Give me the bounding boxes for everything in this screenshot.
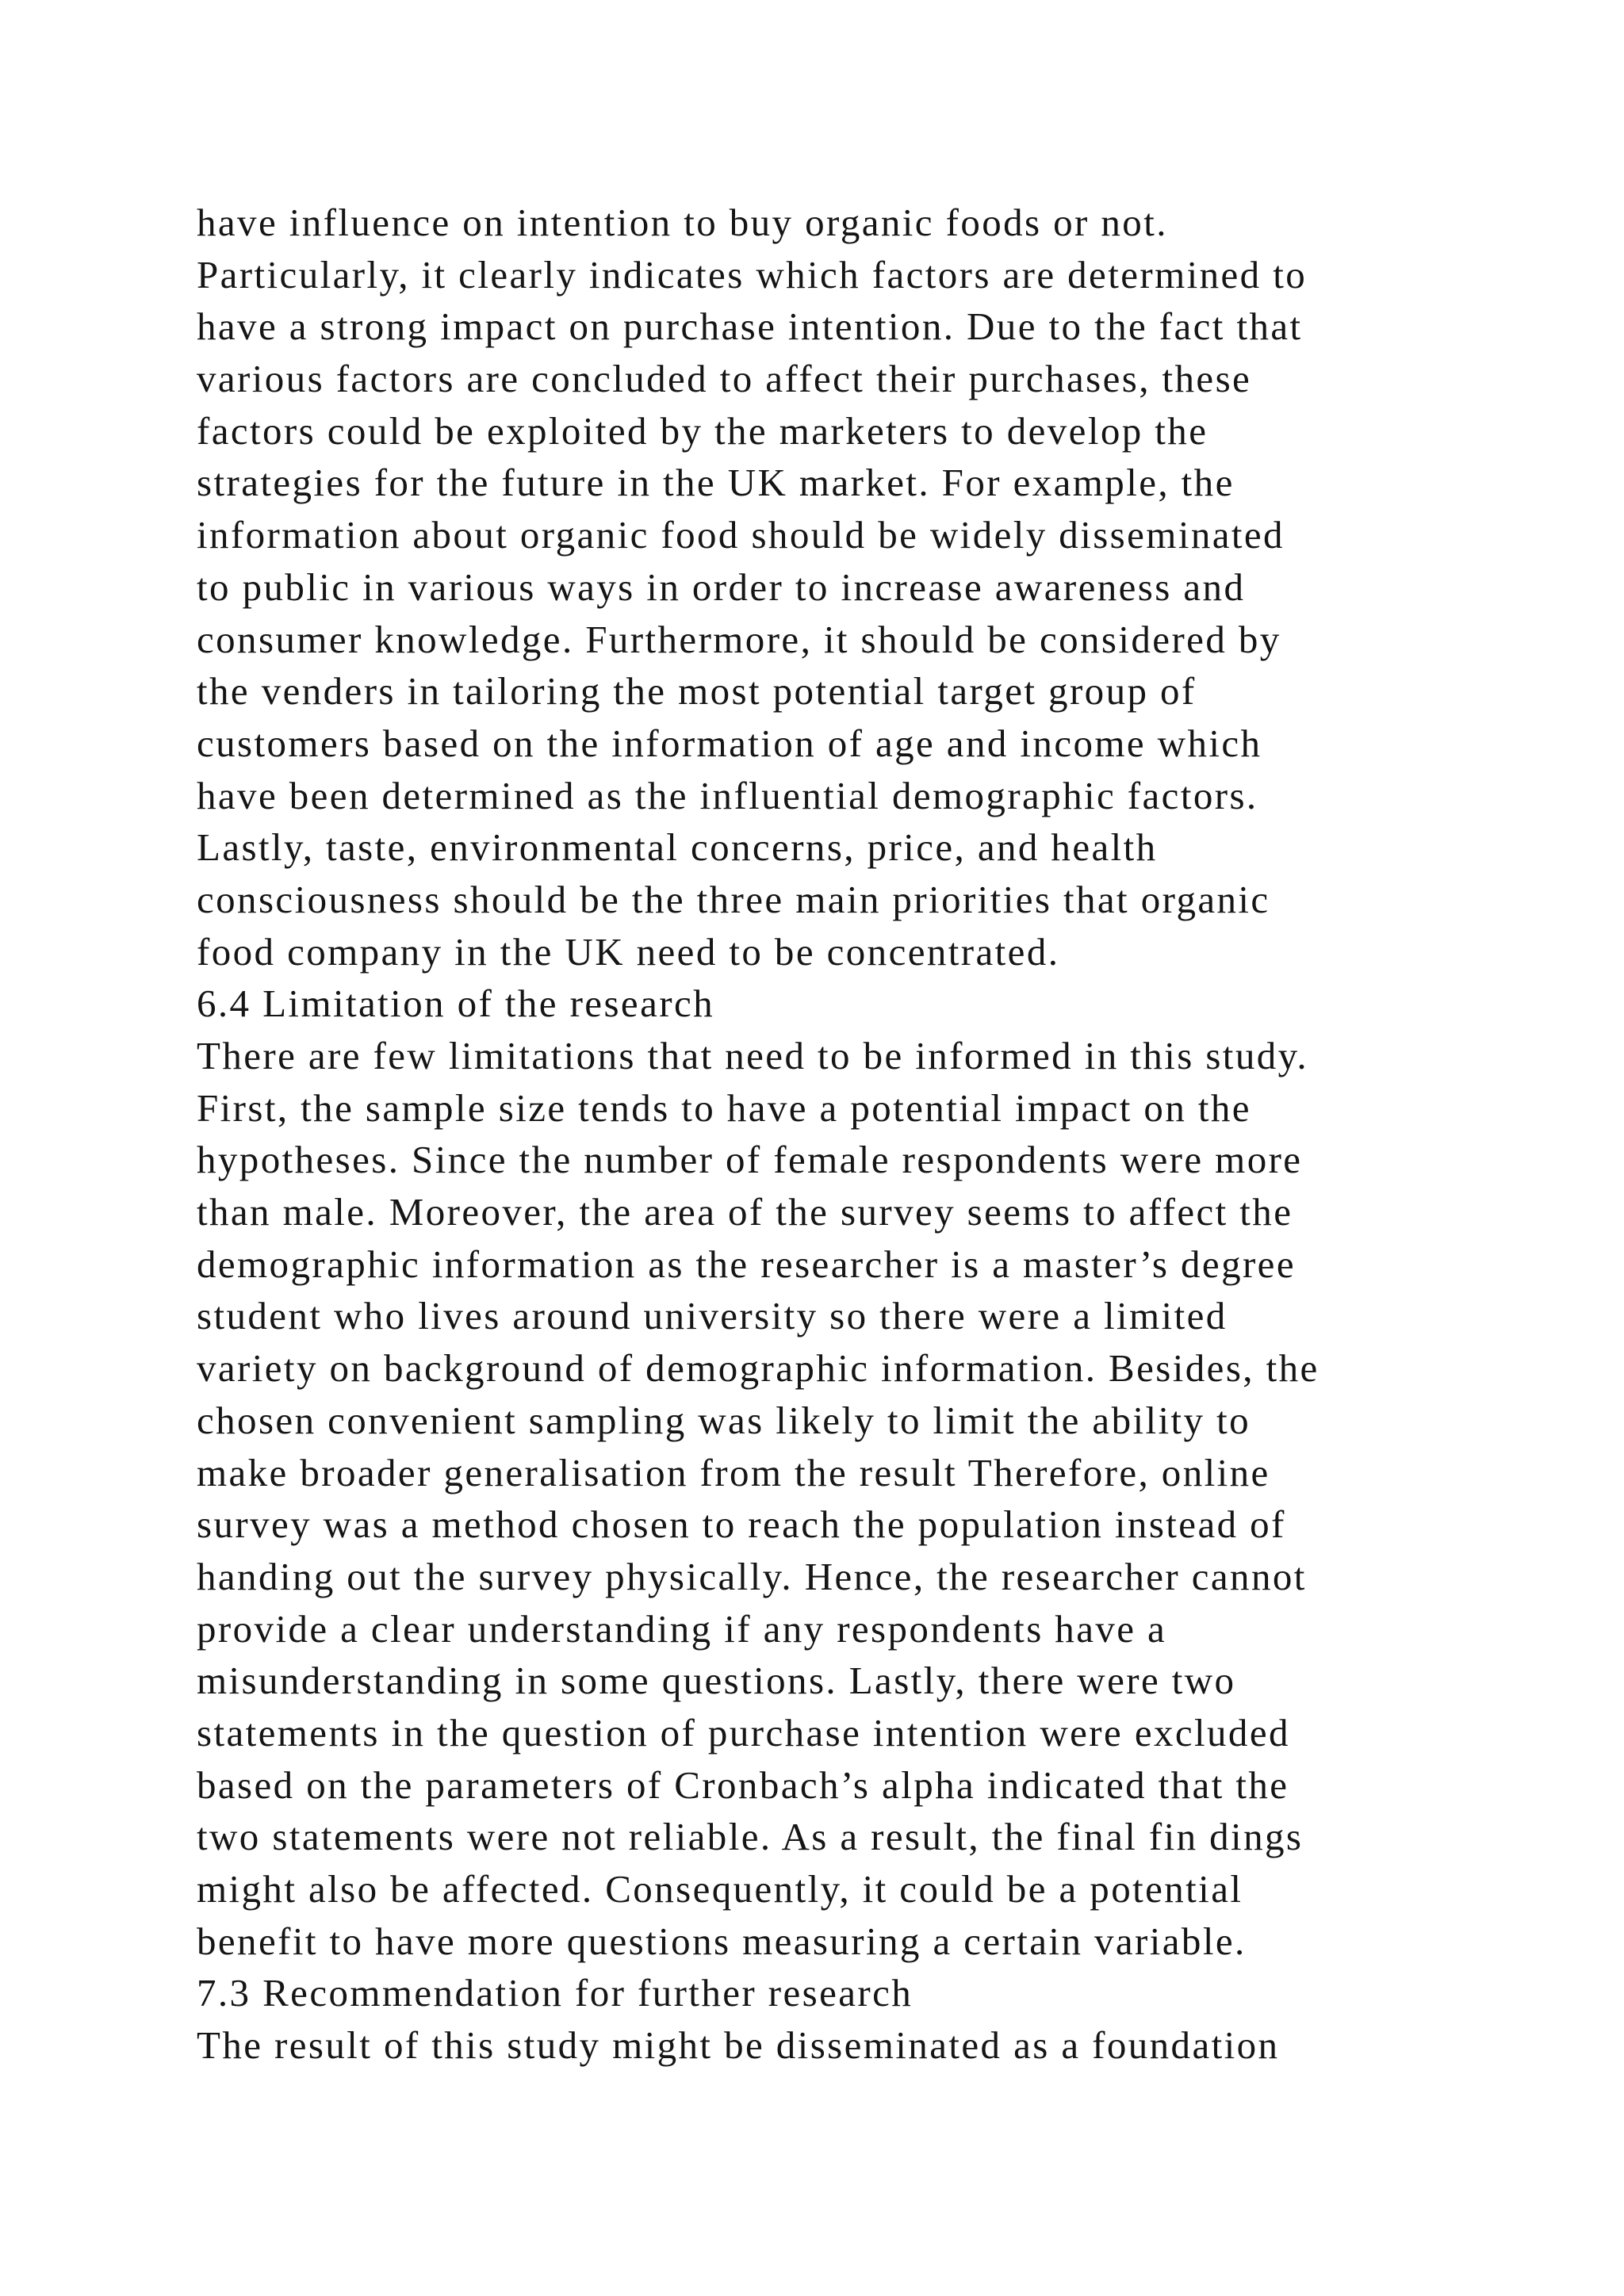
text-line: consumer knowledge. Furthermore, it should be considered by — [197, 617, 1281, 661]
section-heading: 7.3 Recommendation for further research — [197, 1971, 914, 2015]
text-line: handing out the survey physically. Hence, the researcher cannot — [197, 1554, 1307, 1598]
text-line: chosen convenient sampling was likely to limit the ability to — [197, 1398, 1251, 1442]
text-line: the venders in tailoring the most potential target group of — [197, 669, 1197, 714]
text-line: hypotheses. Since the number of female respondents were more — [197, 1138, 1303, 1182]
text-line: customers based on the information of age and income which — [197, 721, 1262, 765]
text-line: based on the parameters of Cronbach’s alpha indicated that the — [197, 1762, 1289, 1807]
text-line: have a strong impact on purchase intention. Due to the fact that — [197, 304, 1303, 349]
text-line: provide a clear understanding if any respondents have a — [197, 1606, 1167, 1651]
text-line: There are few limitations that need to be informed in this study. — [197, 1034, 1308, 1077]
text-line: misunderstanding in some questions. Lastly, there were two — [197, 1659, 1236, 1703]
text-line: factors could be exploited by the marketers to develop the — [197, 408, 1208, 453]
text-line: make broader generalisation from the result Therefore, online — [197, 1450, 1270, 1494]
text-line: strategies for the future in the UK market. For example, the — [197, 461, 1235, 505]
text-line: information about organic food should be widely disseminated — [197, 513, 1285, 557]
text-line: have influence on intention to buy organic foods or not. — [197, 201, 1168, 244]
text-line: benefit to have more questions measuring a certain variable. — [197, 1919, 1247, 1963]
text-line: demographic information as the researcher is a master’s degree — [197, 1242, 1296, 1286]
text-line: than male. Moreover, the area of the survey seems to affect the — [197, 1190, 1293, 1234]
section-heading: 6.4 Limitation of the research — [197, 982, 714, 1026]
text-line: food company in the UK need to be concentrated. — [197, 929, 1060, 974]
text-line: First, the sample size tends to have a potential impact on the — [197, 1085, 1251, 1130]
text-line: variety on background of demographic information. Besides, the — [197, 1346, 1320, 1391]
text-line: The result of this study might be disseminated as a foundation — [197, 2023, 1280, 2068]
text-line: Lastly, taste, environmental concerns, price, and health — [197, 825, 1158, 870]
text-line: have been determined as the influential demographic factors. — [197, 773, 1258, 817]
text-line: various factors are concluded to affect their purchases, these — [197, 357, 1252, 401]
text-line: two statements were not reliable. As a result, the final fin dings — [197, 1815, 1304, 1859]
text-line: statements in the question of purchase intention were excluded — [197, 1710, 1290, 1755]
text-line: might also be affected. Consequently, it could be a potential — [197, 1867, 1243, 1911]
text-line: survey was a method chosen to reach the population instead of — [197, 1502, 1286, 1547]
text-line: Particularly, it clearly indicates which factors are determined to — [197, 252, 1308, 297]
body-text — [197, 197, 1465, 2072]
text-line: consciousness should be the three main priorities that organic — [197, 877, 1270, 921]
text-line: student who lives around university so there were a limited — [197, 1294, 1228, 1338]
text-line: to public in various ways in order to increase awareness and — [197, 564, 1246, 609]
